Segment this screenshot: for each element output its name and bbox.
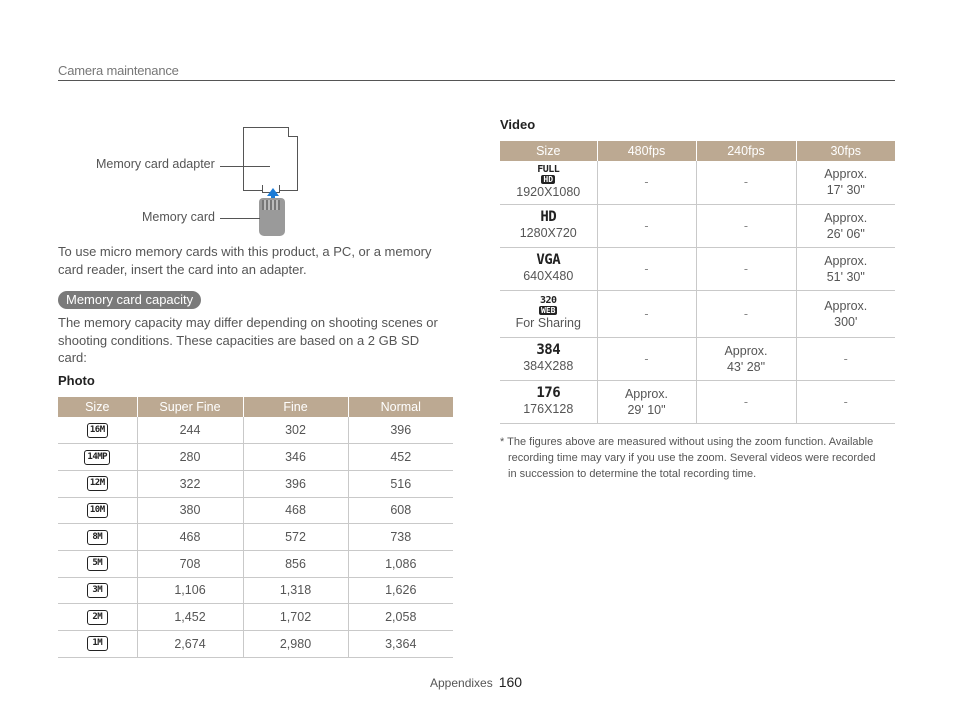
footer-section: Appendixes <box>430 676 493 690</box>
footnote-line: * The figures above are measured without using the zoom function. Available <box>500 436 874 448</box>
video-capacity-table <box>500 141 895 424</box>
resolution-label: 176X128 <box>523 402 574 416</box>
320-web-icon-badge: WEB <box>541 306 556 315</box>
480fps-cell: Approx. 29' 10" <box>597 380 696 423</box>
table-row <box>58 550 453 577</box>
col-super-fine: Super Fine <box>137 397 243 417</box>
table-row <box>58 444 453 471</box>
hd-icon: HD <box>540 209 557 225</box>
normal-cell: 516 <box>348 470 453 497</box>
table-row <box>500 247 895 290</box>
table-row <box>500 380 895 423</box>
normal-cell: 3,364 <box>348 631 453 658</box>
size-cell <box>58 524 137 551</box>
adapter-leader-line <box>220 166 270 167</box>
col-30fps: 30fps <box>796 141 895 161</box>
section-title: Camera maintenance <box>58 63 179 78</box>
video-heading: Video <box>500 117 536 132</box>
resolution-label: 640X480 <box>523 269 574 283</box>
size-cell <box>58 417 137 444</box>
size-cell <box>500 247 597 290</box>
size-cell <box>500 204 597 247</box>
super-fine-cell: 380 <box>137 497 243 524</box>
176-icon: 176 <box>536 385 561 401</box>
full-hd-icon-badge: HD <box>543 174 554 184</box>
super-fine-cell: 2,674 <box>137 631 243 658</box>
fine-cell: 572 <box>243 524 348 551</box>
384-icon: 384 <box>536 342 561 358</box>
vga-icon: VGA <box>536 252 561 268</box>
size-cell <box>500 337 597 380</box>
super-fine-cell: 280 <box>137 444 243 471</box>
480fps-cell: - <box>597 290 696 337</box>
30fps-cell: Approx. 300' <box>796 290 895 337</box>
normal-cell: 608 <box>348 497 453 524</box>
page-header <box>58 62 895 81</box>
intro-text: To use micro memory cards with this product, a PC, or a memory card reader, insert the card into an adapter. <box>58 244 432 277</box>
resolution-label: For Sharing <box>515 316 581 330</box>
size-cell <box>58 470 137 497</box>
30fps-cell: - <box>796 380 895 423</box>
size-cell <box>58 550 137 577</box>
table-row <box>58 577 453 604</box>
col-480fps: 480fps <box>597 141 696 161</box>
card-leader-line <box>220 218 260 219</box>
resolution-label: 1280X720 <box>519 226 577 240</box>
240fps-cell: - <box>696 380 796 423</box>
size-cell <box>500 380 597 423</box>
480fps-cell: - <box>597 247 696 290</box>
table-row <box>58 604 453 631</box>
normal-cell: 1,626 <box>348 577 453 604</box>
memory-card-diagram <box>58 120 458 240</box>
full-hd-icon: FULL <box>537 163 560 175</box>
micro-sd-card-image <box>259 198 285 236</box>
footnote <box>500 434 900 482</box>
table-row <box>58 524 453 551</box>
8m-resolution-icon: 8M <box>87 530 108 545</box>
memory-card-capacity-pill: Memory card capacity <box>58 291 201 309</box>
240fps-cell: - <box>696 247 796 290</box>
col-fine: Fine <box>243 397 348 417</box>
table-row <box>58 497 453 524</box>
10m-resolution-icon: 10M <box>87 503 108 518</box>
footnote-line: recording time may vary if you use the zoom. Several videos were recorded <box>508 452 876 464</box>
col-size: Size <box>58 397 137 417</box>
30fps-cell: Approx. 26' 06" <box>796 204 895 247</box>
adapter-label: Memory card adapter <box>96 157 215 171</box>
table-row <box>500 337 895 380</box>
table-header-row <box>58 397 453 417</box>
photo-heading: Photo <box>58 373 95 388</box>
240fps-cell: - <box>696 204 796 247</box>
3m-resolution-icon: 3M <box>87 583 108 598</box>
size-cell <box>58 577 137 604</box>
col-240fps: 240fps <box>696 141 796 161</box>
resolution-label: 1920X1080 <box>516 184 581 199</box>
size-cell <box>500 161 597 204</box>
fine-cell: 1,702 <box>243 604 348 631</box>
insert-arrow-icon <box>267 188 279 196</box>
super-fine-cell: 1,452 <box>137 604 243 631</box>
footnote-line: in succession to determine the total recording time. <box>508 468 757 480</box>
size-cell <box>500 290 597 337</box>
super-fine-cell: 244 <box>137 417 243 444</box>
table-row <box>58 470 453 497</box>
super-fine-cell: 708 <box>137 550 243 577</box>
super-fine-cell: 468 <box>137 524 243 551</box>
table-row <box>58 417 453 444</box>
table-row <box>500 161 895 204</box>
1m-resolution-icon: 1M <box>87 636 108 651</box>
resolution-label: 384X288 <box>523 359 574 373</box>
normal-cell: 452 <box>348 444 453 471</box>
page-footer <box>430 674 522 690</box>
16m-resolution-icon: 16M <box>87 423 108 438</box>
240fps-cell: Approx. 43' 28" <box>696 337 796 380</box>
super-fine-cell: 1,106 <box>137 577 243 604</box>
30fps-cell: - <box>796 337 895 380</box>
size-cell <box>58 444 137 471</box>
col-normal: Normal <box>348 397 453 417</box>
normal-cell: 2,058 <box>348 604 453 631</box>
table-row <box>58 631 453 658</box>
320-web-icon: 320 <box>539 295 557 306</box>
480fps-cell: - <box>597 204 696 247</box>
normal-cell: 1,086 <box>348 550 453 577</box>
table-row <box>500 290 895 337</box>
normal-cell: 396 <box>348 417 453 444</box>
fine-cell: 346 <box>243 444 348 471</box>
page-number: 160 <box>498 674 523 690</box>
fine-cell: 396 <box>243 470 348 497</box>
fine-cell: 468 <box>243 497 348 524</box>
size-cell <box>58 631 137 658</box>
480fps-cell: - <box>597 337 696 380</box>
5m-resolution-icon: 5M <box>87 556 108 571</box>
30fps-cell: Approx. 17' 30" <box>796 161 895 204</box>
14mp-resolution-icon: 14MP <box>84 450 110 465</box>
240fps-cell: - <box>696 290 796 337</box>
size-cell <box>58 497 137 524</box>
240fps-cell: - <box>696 161 796 204</box>
table-row <box>500 204 895 247</box>
fine-cell: 2,980 <box>243 631 348 658</box>
12m-resolution-icon: 12M <box>87 476 108 491</box>
size-cell <box>58 604 137 631</box>
card-label: Memory card <box>142 210 215 224</box>
fine-cell: 302 <box>243 417 348 444</box>
memory-card-adapter-image <box>243 127 298 191</box>
2m-resolution-icon: 2M <box>87 610 108 625</box>
30fps-cell: Approx. 51' 30" <box>796 247 895 290</box>
normal-cell: 738 <box>348 524 453 551</box>
super-fine-cell: 322 <box>137 470 243 497</box>
fine-cell: 1,318 <box>243 577 348 604</box>
table-header-row <box>500 141 895 161</box>
photo-capacity-table <box>58 397 453 658</box>
col-size: Size <box>500 141 597 161</box>
capacity-text: The memory capacity may differ depending on shooting scenes or shooting conditions. These capacities are based on a 2 GB SD card: <box>58 315 438 365</box>
480fps-cell: - <box>597 161 696 204</box>
fine-cell: 856 <box>243 550 348 577</box>
